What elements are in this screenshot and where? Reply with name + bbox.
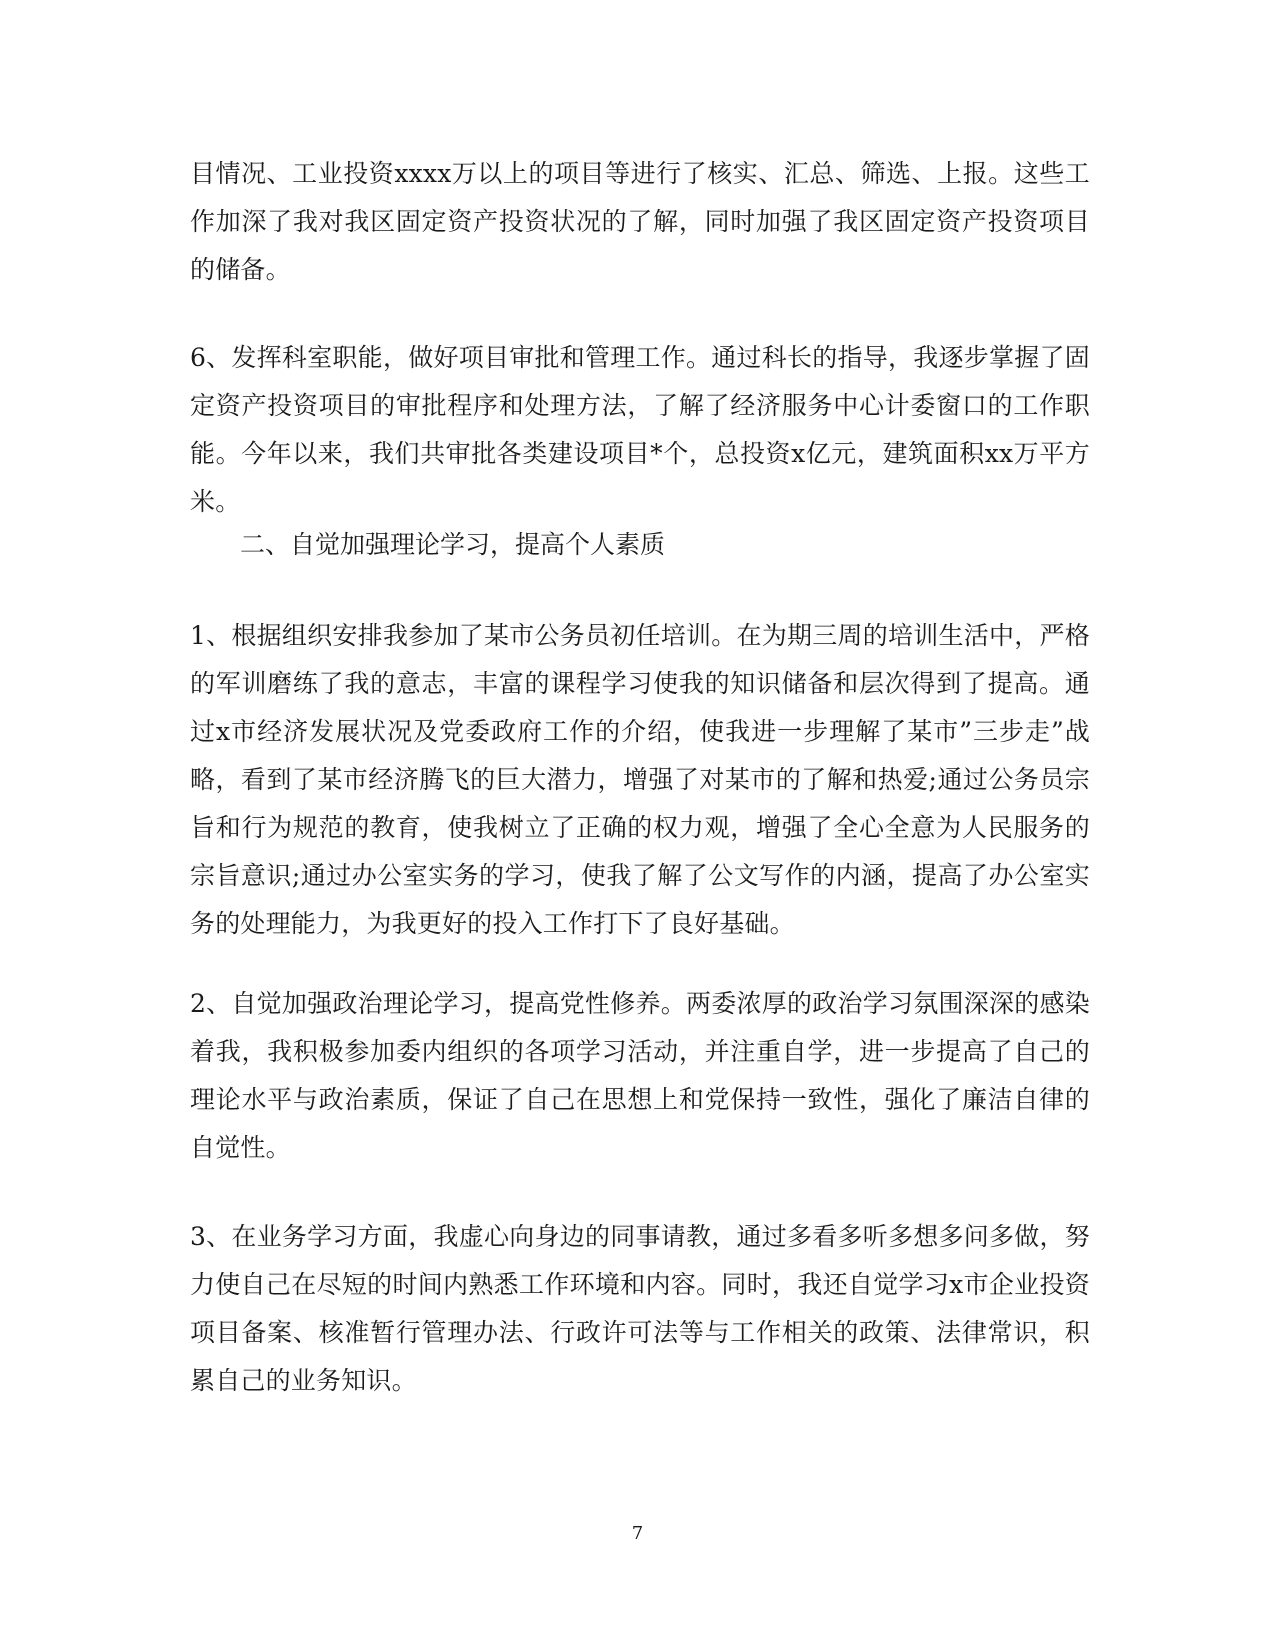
paragraph-project-verification: 目情况、工业投资xxxx万以上的项目等进行了核实、汇总、筛选、上报。这些工作加深了我对我区固定资产投资状况的了解，同时加强了我区固定资产投资项目的储备。 [190,159,1090,284]
paragraph-item-2-political-study: 2、自觉加强政治理论学习，提高党性修养。两委浓厚的政治学习氛围深深的感染着我，我积极参加委内组织的各项学习活动，并注重自学，进一步提高了自己的理论水平与政治素质，保证了自己在思想上和党保持一致性，强化了廉洁自律的自觉性。 [190,989,1090,1162]
section-heading-theory-study: 二、自觉加强理论学习，提高个人素质 [240,530,666,559]
page-number: 7 [631,1523,644,1544]
paragraph-item-6-project-approval: 6、发挥科室职能，做好项目审批和管理工作。通过科长的指导，我逐步掌握了固定资产投资项目的审批程序和处理方法，了解了经济服务中心计委窗口的工作职能。今年以来，我们共审批各类建设项目*个，总投资x亿元，建筑面积xx万平方米。 [190,343,1090,516]
paragraph-item-1-civil-servant-training: 1、根据组织安排我参加了某市公务员初任培训。在为期三周的培训生活中，严格的军训磨练了我的意志，丰富的课程学习使我的知识储备和层次得到了提高。通过x市经济发展状况及党委政府工作的介绍，使我进一步理解了某市”三步走”战略，看到了某市经济腾飞的巨大潜力，增强了对某市的了解和热爱;通过公务员宗旨和行为规范的教育，使我树立了正确的权力观，增强了全心全意为人民服务的宗旨意识;通过办公室实务的学习，使我了解了公文写作的内涵，提高了办公室实务的处理能力，为我更好的投入工作打下了良好基础。 [190,621,1090,938]
paragraph-item-3-business-study: 3、在业务学习方面，我虚心向身边的同事请教，通过多看多听多想多问多做，努力使自己在尽短的时间内熟悉工作环境和内容。同时，我还自觉学习x市企业投资项目备案、核准暂行管理办法、行政许可法等与工作相关的政策、法律常识，积累自己的业务知识。 [190,1222,1090,1395]
